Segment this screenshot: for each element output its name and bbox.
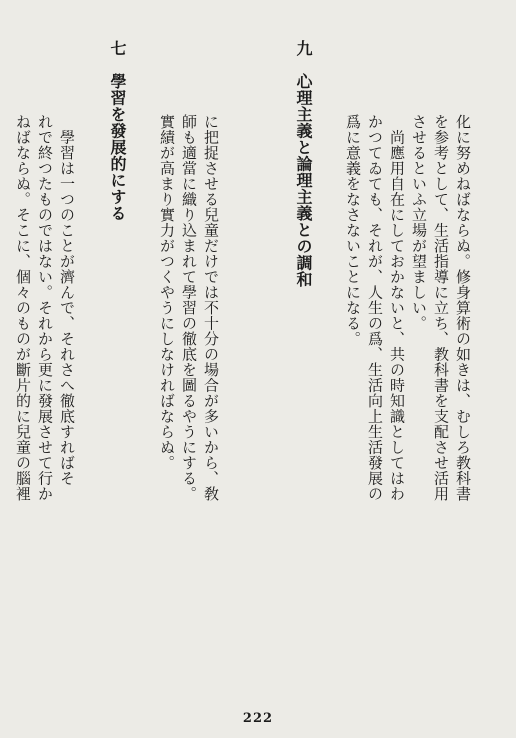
line: かつてゐても、それが、人生の爲、生活向上生活發展の [366,114,384,502]
line: 尚應用自在にしておかないと、共の時知識としてはわ [388,114,406,502]
line: 化に努めねばならぬ。修身算術の如きは、むしろ教科書 [454,114,472,502]
line: に把捉させる兒童だけでは不十分の場合が多いから、敎 [202,114,220,502]
section-heading-7: 七 學習を發展的にする [108,40,127,222]
line: 學習は一つのことが濟んで、それさへ徹底すればそ [58,114,76,486]
line: 師も適當に織り込まれて學習の徹底を圖るやうにする。 [180,114,198,502]
line: れで終つたものではない。それから更に發展させて行か [36,114,54,502]
line: させるといふ立場が望ましい。 [410,114,428,331]
line: を参考として、生活指導に立ち、教科書を支配させ活用 [432,114,450,502]
section-heading-9: 九 心理主義と論理主義との調和 [294,40,313,288]
page-number: 222 [242,711,274,726]
left-text-column [14,40,244,700]
right-text-column [266,40,496,700]
line: ねばならぬ。そこに、個々のものが斷片的に兒童の腦裡 [14,114,32,502]
line: 爲に意義をなさないことになる。 [344,114,362,347]
line: 實績が高まり實力がつくやうにしなければならぬ。 [158,114,176,471]
